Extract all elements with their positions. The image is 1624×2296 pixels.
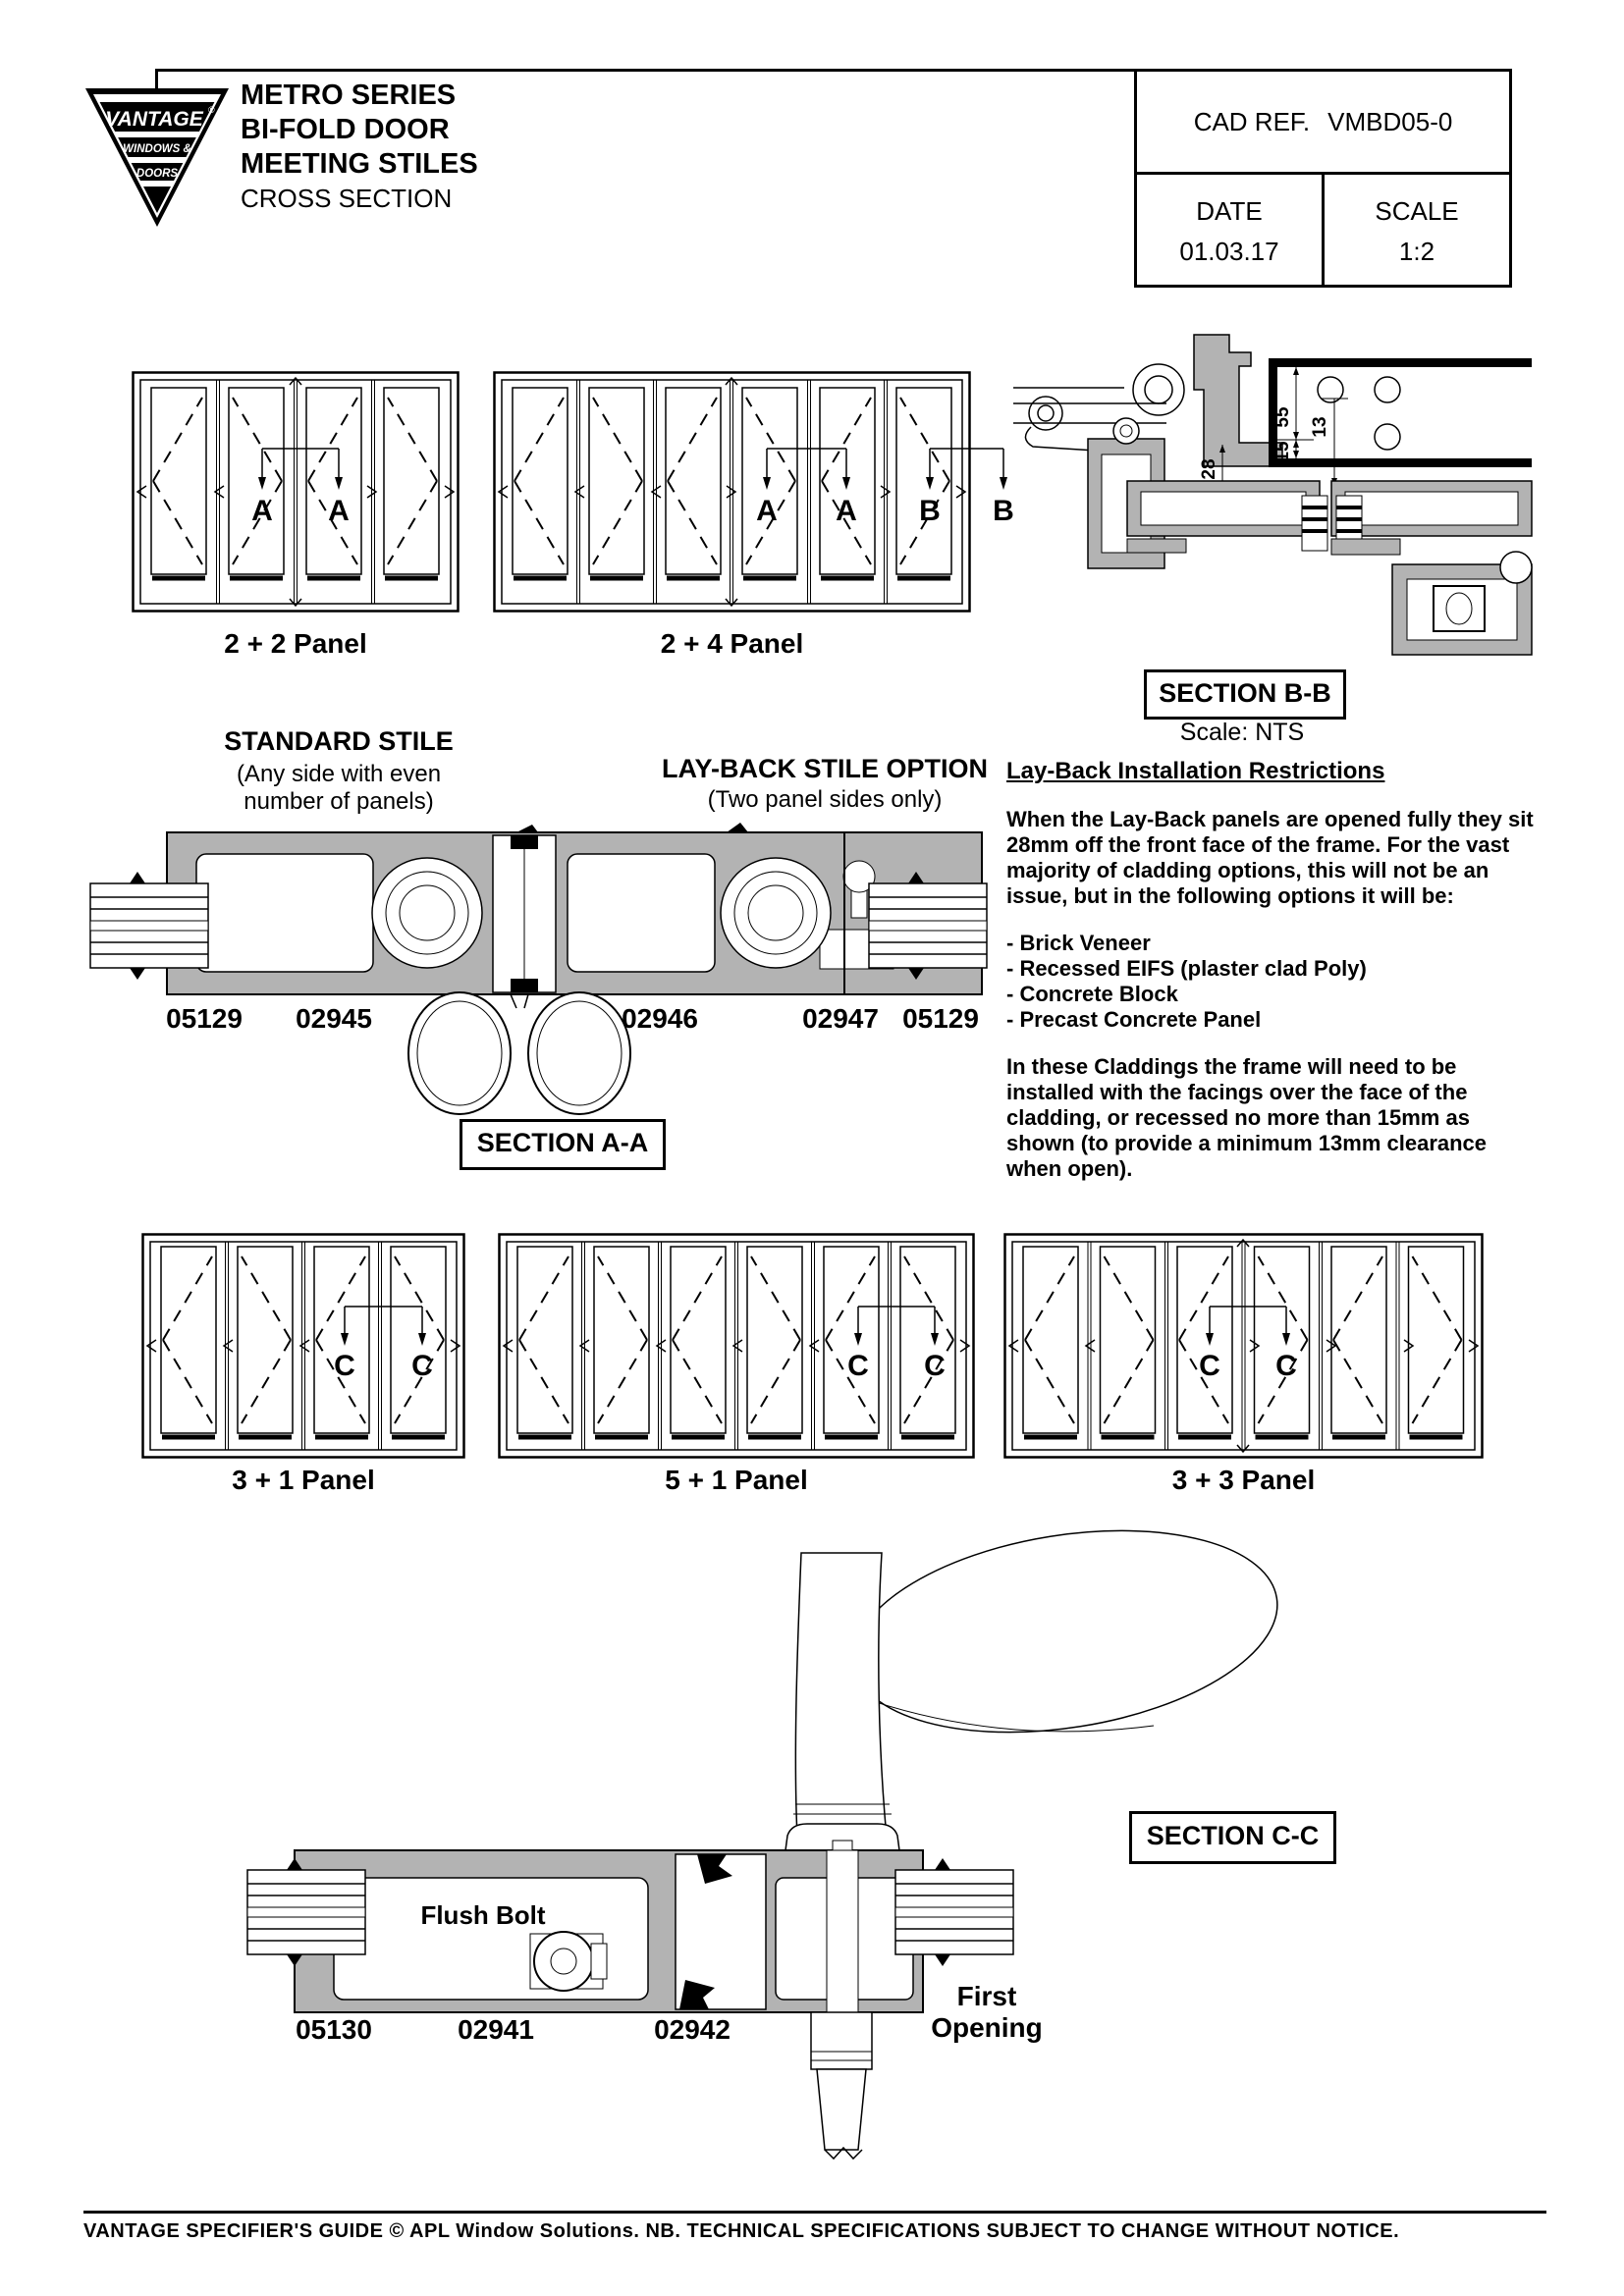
marker-letter: B	[993, 495, 1014, 527]
section-aa-title: SECTION A-A	[460, 1119, 666, 1170]
part-number: 05129	[166, 1003, 243, 1034]
date-value: 01.03.17	[1179, 236, 1279, 266]
marker-letter: A	[251, 495, 273, 527]
title-block-table	[1134, 69, 1512, 288]
section-bb-title: SECTION B-B	[1144, 669, 1346, 720]
title-line-3: MEETING STILES	[241, 148, 478, 180]
layback-stile-heading	[628, 754, 1021, 814]
marker-letter: C	[847, 1350, 869, 1382]
marker-letter: A	[756, 495, 778, 527]
marker-letter: C	[924, 1350, 946, 1382]
dim-55: 55	[1272, 406, 1293, 428]
flush-bolt-mechanism	[530, 1932, 607, 1991]
marker-letter: C	[411, 1350, 433, 1382]
restrictions-bullets	[1006, 931, 1542, 1033]
cladding-outline	[1269, 358, 1532, 467]
standard-stile-sub2: number of panels)	[244, 788, 434, 815]
part-number: 02942	[654, 2014, 731, 2045]
title-subtitle: CROSS SECTION	[241, 184, 453, 213]
marker-letter: B	[919, 495, 941, 527]
elevation-2-4	[493, 371, 1043, 613]
first-opening-label	[918, 1981, 1056, 2044]
header-rule-drop	[155, 69, 158, 88]
elevation-2-4-label: 2 + 4 Panel	[660, 628, 804, 659]
dim-28: 28	[1199, 458, 1219, 480]
part-number: 02941	[458, 2014, 534, 2045]
standard-stile-title: STANDARD STILE	[224, 726, 454, 756]
layback-restrictions	[1006, 758, 1542, 1182]
elevation-5-1-label: 5 + 1 Panel	[665, 1465, 808, 1495]
elevation-3-1	[141, 1233, 465, 1459]
marker-letter: A	[328, 495, 350, 527]
date-scale-row	[1137, 175, 1509, 288]
part-number: 05130	[296, 2014, 372, 2045]
restriction-bullet: - Brick Veneer	[1006, 931, 1151, 955]
footer-text: VANTAGE SPECIFIER'S GUIDE © APL Window Solutions. NB. TECHNICAL SPECIFICATIONS SUBJECT TO CHANGE WITHOUT NOTICE.	[83, 2220, 1400, 2242]
handle-outline	[785, 1503, 1292, 1850]
logo-registered-mark: ®	[208, 105, 215, 115]
title-line-1: METRO SERIES	[241, 80, 457, 111]
logo-brand-text: VANTAGE	[105, 108, 203, 131]
marker-letter: C	[1199, 1350, 1220, 1382]
title-line-2: BI-FOLD DOOR	[241, 114, 450, 145]
cad-ref-row	[1137, 72, 1509, 175]
restriction-bullet: - Concrete Block	[1006, 982, 1178, 1006]
logo-windows-text: WINDOWS &	[123, 143, 191, 155]
handle-spindle	[811, 2012, 872, 2159]
section-bb-scale-note: Scale: NTS	[1179, 719, 1305, 746]
part-number: 02946	[622, 1003, 698, 1034]
sheet-title	[241, 79, 478, 215]
first-opening-line1: First	[956, 1981, 1017, 2011]
layback-stile-title: LAY-BACK STILE OPTION	[661, 754, 989, 783]
restrictions-para2: In these Claddings the frame will need to be installed with the facings over the face of the cladding, or recessed no more than 15mm as shown (to provide a minimum 13mm clearance when open).	[1006, 1054, 1488, 1181]
logo-doors-text: DOORS	[135, 168, 179, 180]
cad-ref-value: VMBD05-0	[1327, 106, 1453, 136]
section-cc-title: SECTION C-C	[1129, 1811, 1336, 1864]
elevation-5-1	[498, 1233, 975, 1459]
scale-value: 1:2	[1398, 236, 1435, 266]
part-number: 05129	[902, 1003, 979, 1034]
flush-bolt-label: Flush Bolt	[420, 1900, 546, 1930]
standard-stile-sub1: (Any side with even	[236, 761, 442, 787]
footer-rule	[83, 2211, 1546, 2214]
section-aa-drawing	[88, 820, 1001, 1158]
vantage-logo	[83, 86, 231, 229]
marker-letter: C	[334, 1350, 355, 1382]
layback-stile-sub: (Two panel sides only)	[707, 786, 943, 813]
marker-letter: C	[1275, 1350, 1297, 1382]
standard-stile-heading	[167, 726, 511, 816]
restriction-bullet: - Precast Concrete Panel	[1006, 1007, 1262, 1032]
marker-letter: A	[836, 495, 857, 527]
elevation-2-2-label: 2 + 2 Panel	[224, 628, 367, 659]
dim-15: 15	[1272, 441, 1293, 462]
part-number: 02945	[296, 1003, 372, 1034]
cad-ref-label: CAD REF.	[1193, 106, 1311, 136]
elevation-3-1-label: 3 + 1 Panel	[232, 1465, 375, 1495]
scale-label: SCALE	[1375, 195, 1459, 226]
dim-13: 13	[1310, 416, 1330, 438]
date-cell	[1137, 175, 1325, 288]
elevation-2-2	[132, 371, 460, 613]
first-opening-line2: Opening	[931, 2012, 1043, 2043]
part-number: 02947	[802, 1003, 879, 1034]
elevation-3-3-label: 3 + 3 Panel	[1171, 1465, 1316, 1495]
restrictions-para1: When the Lay-Back panels are opened fully they sit 28mm off the front face of the frame. For the vast majority of cladding options, this will not be an issue, but in the following options it will be:	[1006, 807, 1534, 908]
date-label: DATE	[1196, 195, 1263, 226]
restriction-bullet: - Recessed EIFS (plaster clad Poly)	[1006, 956, 1367, 981]
elevation-3-3	[1003, 1233, 1484, 1459]
restrictions-heading: Lay-Back Installation Restrictions	[1006, 758, 1385, 784]
scale-cell	[1325, 175, 1509, 288]
